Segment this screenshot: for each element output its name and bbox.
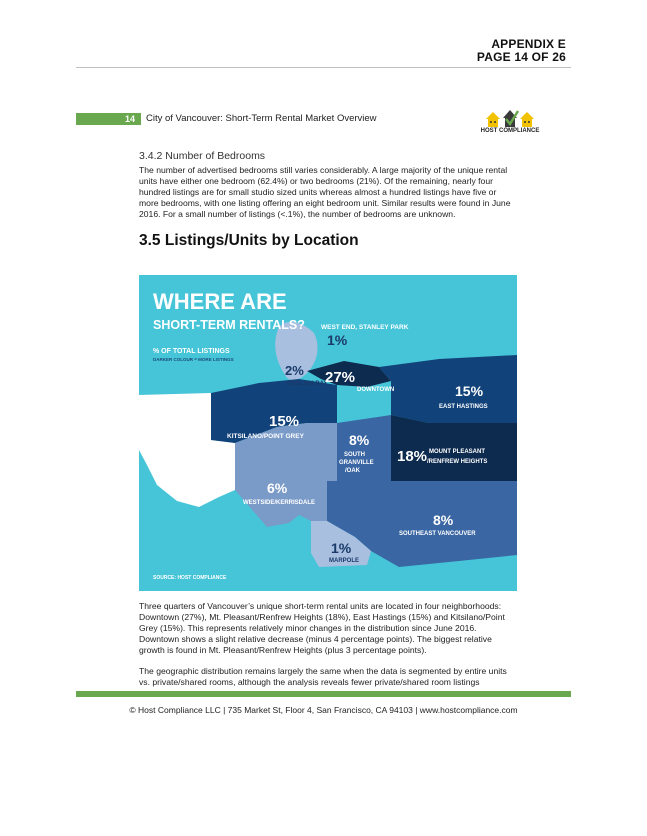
label-englishbay-name: ENGLISH BAY	[287, 381, 328, 387]
paragraph-location-2: The geographic distribution remains largely the same when the data is segmented by entire units vs. private/shared rooms, although the analysis reveals fewer private/shared room listings	[139, 666, 507, 687]
house-icon	[503, 110, 518, 127]
section-heading-location: 3.5 Listings/Units by Location	[139, 232, 359, 249]
house-icon	[486, 112, 500, 127]
paragraph-location-1: Three quarters of Vancouver’s unique short-term rental units are located in four neighborhoods: Downtown (27%), Mt. Pleasant/Renfrew Heights (18%), East Hastings (15%) and Kitsilano/Point Grey (15%). This represents relatively minor changes in the distribution since June 2016. Downtown shows a slight relative decrease (minus 4 percentage points). The biggest relative growth is found in Mt. Pleasant/Renfrew Heights (plus 3 percentage points).	[139, 601, 505, 655]
label-westside-pct: 6%	[267, 480, 288, 496]
label-mountpleasant-name2: /RENFREW HEIGHTS	[427, 459, 488, 465]
label-southeast-pct: 8%	[433, 512, 454, 528]
appendix-label	[477, 38, 566, 64]
page-indicator: PAGE 14 OF 26	[476, 50, 566, 64]
map-title: WHERE ARE	[153, 289, 287, 314]
label-easthastings-name: EAST HASTINGS	[439, 404, 488, 410]
label-englishbay-pct: 2%	[285, 363, 304, 378]
label-southgranville-name3: /OAK	[345, 468, 360, 474]
appendix-title: APPENDIX E	[491, 37, 566, 51]
label-mountpleasant-pct: 18%	[397, 448, 428, 465]
footer-text: © Host Compliance LLC | 735 Market St, Floor 4, San Francisco, CA 94103 | www.hostcompliance.com	[129, 705, 518, 715]
label-westend-name: WEST END, STANLEY PARK	[321, 324, 409, 331]
logo-text: HOST COMPLIANCE	[480, 128, 540, 134]
label-downtown-name: DOWNTOWN	[357, 387, 395, 393]
label-southgranville-name2: GRANVILLE	[339, 460, 374, 466]
label-kitsilano-name: KITSILANO/POINT GREY	[227, 433, 304, 440]
label-marpole-pct: 1%	[331, 540, 352, 556]
map-source: SOURCE: HOST COMPLIANCE	[153, 575, 227, 581]
label-marpole-name: MARPOLE	[329, 558, 359, 564]
label-kitsilano-pct: 15%	[269, 413, 300, 430]
house-icon	[520, 112, 534, 127]
area-east-hastings	[379, 355, 517, 423]
label-easthastings-pct: 15%	[455, 383, 484, 399]
report-title: City of Vancouver: Short-Term Rental Market Overview	[146, 113, 377, 124]
page-number-badge: 14	[76, 113, 141, 125]
label-southgranville-pct: 8%	[349, 432, 370, 448]
label-westside-name: WESTSIDE/KERRISDALE	[243, 500, 316, 506]
section-heading-bedrooms: 3.4.2 Number of Bedrooms	[139, 150, 266, 162]
label-southgranville-name1: SOUTH	[344, 452, 365, 458]
footer-rule	[76, 691, 571, 697]
map-subtitle: SHORT-TERM RENTALS?	[153, 318, 305, 332]
label-southeast-name: SOUTHEAST VANCOUVER	[399, 531, 476, 537]
label-downtown-pct: 27%	[325, 369, 356, 386]
label-westend-pct: 1%	[327, 332, 348, 348]
label-mountpleasant-name1: MOUNT PLEASANT	[429, 449, 485, 455]
header-rule	[76, 67, 571, 68]
paragraph-bedrooms: The number of advertised bedrooms still varies considerably. A large majority of the unique rental units have either one bedroom (62.4%) or two bedrooms (21%). Of the remaining, nearly four hundred listings are for small studio sized units whereas almost a hundred listings have five or more bedrooms, with one listing offering an eight bedroom unit. Similar results were found in June 2016. For a small number of listings (<.1%), the number of bedrooms are unknown.	[139, 165, 511, 219]
vancouver-map-infographic	[139, 275, 517, 591]
map-legend-sub: DARKER COLOUR = MORE LISTINGS	[153, 357, 234, 362]
map-legend-title: % OF TOTAL LISTINGS	[153, 348, 230, 355]
